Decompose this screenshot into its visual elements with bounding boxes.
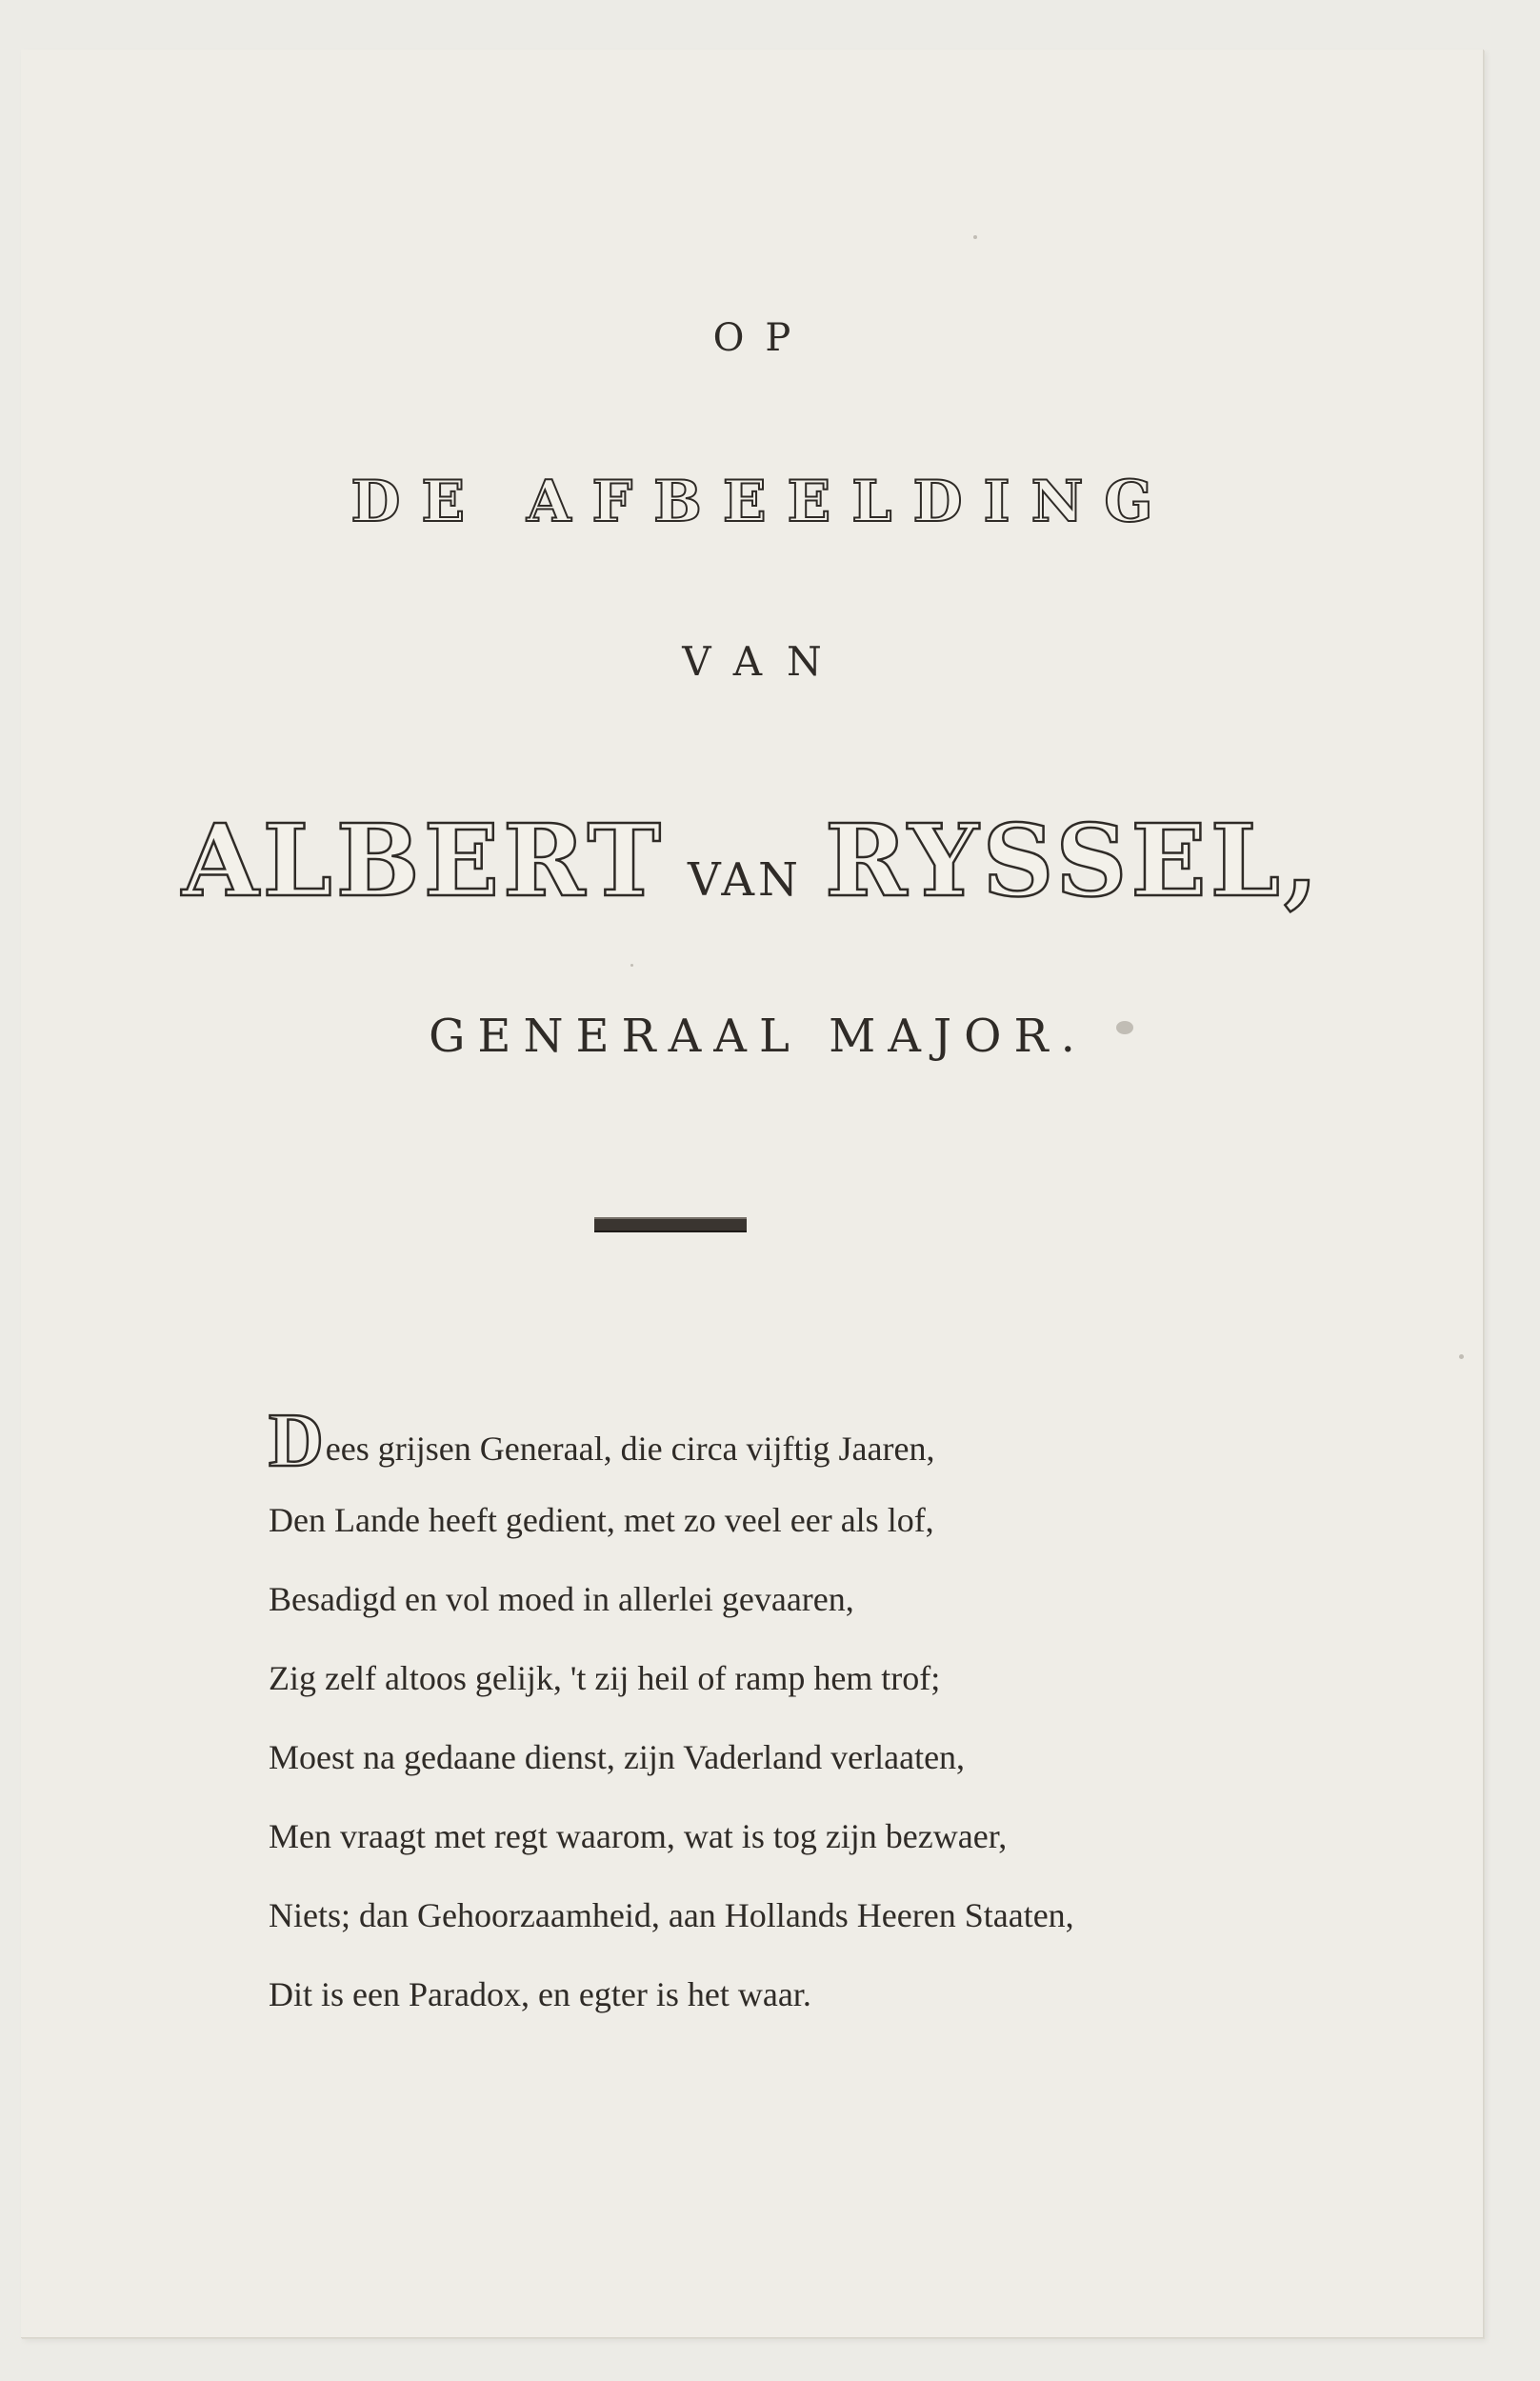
poem-line: Moest na gedaane dienst, zijn Vaderland verlaaten, [269, 1738, 966, 1776]
poem-line: Niets; dan Gehoorzaamheid, aan Hollands Heeren Staaten, [269, 1896, 1074, 1934]
drop-cap-initial: D [269, 1399, 324, 1483]
subject-name [21, 802, 1483, 919]
poem-line: Besadigd en vol moed in allerlei gevaaren, [269, 1580, 854, 1618]
heading-afbeelding: DE AFBEELDING [350, 469, 1174, 535]
name-last: RYSSEL, [825, 802, 1323, 919]
paper-speck [1116, 1021, 1133, 1034]
poem-line-text: ees grijsen Generaal, die circa vijftig Jaaren, [325, 1430, 935, 1468]
paper-sheet [21, 50, 1484, 2338]
name-middle: VAN [687, 853, 803, 907]
poem-line [269, 1399, 1297, 1483]
poem-line: Den Lande heeft gedient, met zo veel eer als lof, [269, 1501, 934, 1539]
poem-line: Zig zelf altoos gelijk, 't zij heil of ramp hem trof; [269, 1659, 941, 1697]
name-first: ALBERT [181, 802, 665, 919]
paper-speck [1459, 1354, 1464, 1359]
heading-van: VAN [682, 638, 847, 685]
paper-speck [973, 235, 977, 239]
poem-line: Dit is een Paradox, en egter is het waar. [269, 1975, 811, 2013]
poem-line: Men vraagt met regt waarom, wat is tog zijn bezwaer, [269, 1817, 1008, 1855]
paper-speck [630, 964, 633, 967]
poem [269, 1399, 1297, 2034]
heading-op: OP [712, 316, 812, 360]
subject-rank: GENERAAL MAJOR. [429, 1010, 1088, 1063]
ornamental-rule [594, 1217, 747, 1232]
